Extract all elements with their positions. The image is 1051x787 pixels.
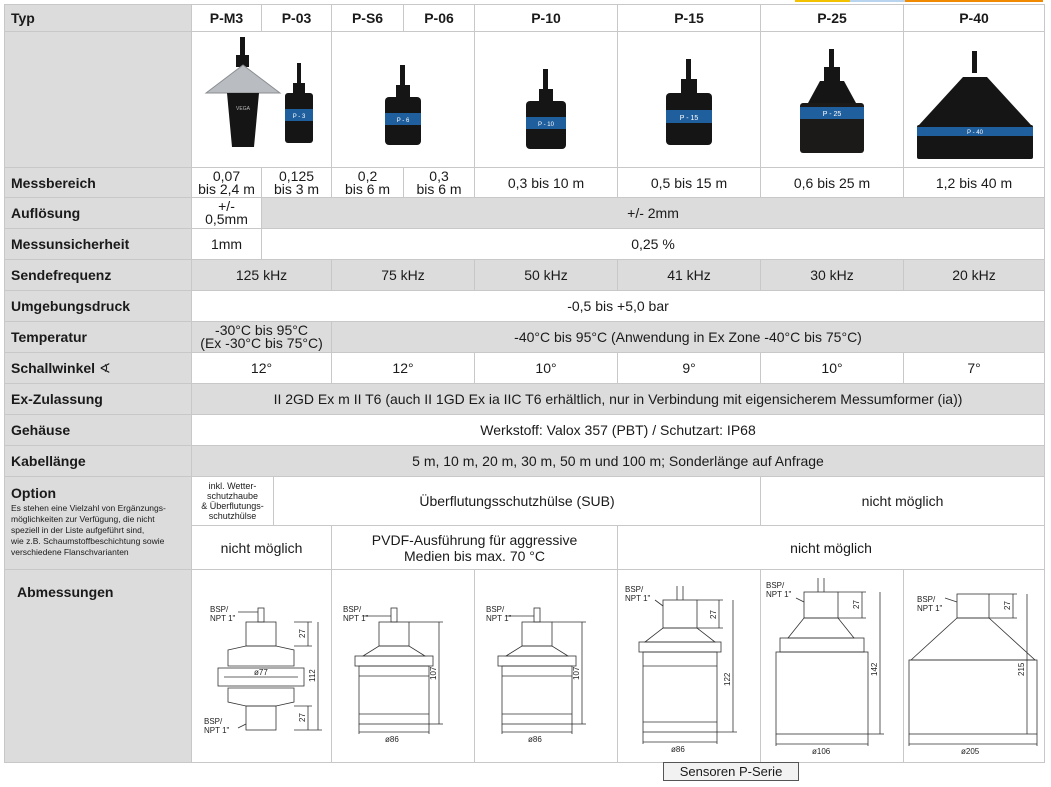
messbereich-p03	[262, 168, 332, 198]
sendefrequenz-p15: 41 kHz	[618, 260, 761, 291]
drawing5-dia: ø106	[812, 747, 831, 756]
drawing-pm3-p03	[192, 570, 332, 763]
badge-pm3: VEGA	[236, 105, 250, 112]
image-row	[5, 32, 1045, 168]
badge-p15: P - 15	[679, 114, 699, 122]
drawing2-dia: ø86	[385, 735, 399, 744]
angle-icon: ∢	[98, 359, 111, 376]
sensor-photo-p06	[343, 35, 463, 165]
row-messunsicherheit	[5, 229, 1045, 260]
header-p03: P-03	[262, 5, 332, 32]
dimension-drawing-2	[333, 576, 473, 756]
messbereich-ps6-b: bis 6 m	[344, 180, 391, 197]
drawing-p15	[618, 570, 761, 763]
option-note-line: Es stehen eine Vielzahl von Ergänzungs-	[11, 503, 166, 513]
drawing3-bsp-a: BSP/	[486, 605, 505, 614]
dimension-drawing-4	[619, 576, 759, 756]
option-note-line: wie z.B. Schaumstoffbeschichtung sowie	[11, 536, 165, 546]
messbereich-ps6-a: 0,2	[357, 167, 378, 184]
sensor-image-p10	[475, 32, 618, 168]
header-p40: P-40	[904, 5, 1045, 32]
option-note-line: speziell in der Liste aufgeführt sind,	[11, 525, 145, 535]
aufloesung-first-a: +/-	[218, 198, 235, 214]
messbereich-p40: 1,2 bis 40 m	[904, 168, 1045, 198]
row-aufloesung	[5, 198, 1045, 229]
sendefrequenz-p10: 50 kHz	[475, 260, 618, 291]
dimension-drawing-6	[905, 576, 1043, 756]
umgebungsdruck-value: -0,5 bis +5,0 bar	[192, 291, 1045, 322]
header-row	[5, 5, 1045, 32]
row-gehaeuse	[5, 415, 1045, 446]
option-not-possible-1: nicht möglich	[761, 477, 1045, 526]
label-schallwinkel-text: Schallwinkel	[11, 359, 96, 376]
sensor-image-p40	[904, 32, 1045, 168]
messbereich-pm3	[192, 168, 262, 198]
messbereich-ps6	[332, 168, 404, 198]
badge-p06: P - 6	[396, 117, 410, 124]
drawing5-bsp-a: BSP/	[766, 581, 785, 590]
drawing2-bsp-b: NPT 1"	[343, 614, 369, 623]
drawing1-bsp-a: BSP/	[210, 605, 229, 614]
caption-sensoren: Sensoren P-Serie	[663, 762, 799, 781]
header-p15: P-15	[618, 5, 761, 32]
drawing1-h-total: 112	[308, 669, 317, 682]
badge-p03: P - 3	[292, 113, 306, 120]
drawing6-h-top: 27	[1003, 601, 1013, 610]
row-umgebungsdruck	[5, 291, 1045, 322]
badge-p40: P - 40	[966, 129, 983, 136]
drawing3-bsp-b: NPT 1"	[486, 614, 512, 623]
row-ex-zulassung	[5, 384, 1045, 415]
drawing1-bsp-b-bottom: NPT 1"	[204, 726, 230, 735]
drawing5-h-top: 27	[852, 600, 862, 609]
messbereich-pm3-b: bis 2,4 m	[198, 180, 255, 197]
sensor-photo-p15	[629, 35, 749, 165]
sendefrequenz-pm3-p03: 125 kHz	[192, 260, 332, 291]
header-ps6: P-S6	[332, 5, 404, 32]
aufloesung-first-b: 0,5mm	[205, 211, 248, 227]
header-pm3: P-M3	[192, 5, 262, 32]
drawing4-bsp-a: BSP/	[625, 585, 644, 594]
messbereich-p10: 0,3 bis 10 m	[475, 168, 618, 198]
ex-zulassung-value: II 2GD Ex m II T6 (auch II 1GD Ex ia IIC T6 erhältlich, nur in Verbindung mit eigensicherem Messumformer (ia))	[192, 384, 1045, 415]
option-title: Option	[11, 485, 57, 501]
drawing4-bsp-b: NPT 1"	[625, 594, 651, 603]
row-kabellaenge	[5, 446, 1045, 477]
row-abmessungen	[5, 570, 1045, 763]
sensor-photo-p40	[907, 35, 1042, 165]
dimension-drawing-1	[194, 576, 329, 756]
option-not-possible-2: nicht möglich	[192, 526, 332, 570]
option-small-line: schutzhaube	[206, 491, 259, 501]
sendefrequenz-ps6-p06: 75 kHz	[332, 260, 475, 291]
image-row-label	[5, 32, 192, 168]
aufloesung-first	[192, 198, 262, 229]
drawing3-h-total: 107	[572, 666, 582, 680]
schallwinkel-p10: 10°	[475, 353, 618, 384]
messbereich-p03-a: 0,125	[278, 167, 315, 184]
drawing-ps6-p06	[332, 570, 475, 763]
badge-p25: P - 25	[822, 110, 842, 118]
option-note-line: möglichkeiten zur Verfügung, die nicht	[11, 514, 155, 524]
sensor-photo-p10	[486, 35, 606, 165]
header-typ: Typ	[5, 5, 192, 32]
temperatur-first-a: -30°C bis 95°C	[215, 322, 308, 338]
messunsicherheit-rest: 0,25 %	[262, 229, 1045, 260]
row-schallwinkel	[5, 353, 1045, 384]
sensor-photo-pm3-p03	[194, 35, 329, 165]
label-gehaeuse: Gehäuse	[5, 415, 192, 446]
row-messbereich	[5, 168, 1045, 198]
schallwinkel-p40: 7°	[904, 353, 1045, 384]
sensor-photo-p25	[772, 35, 892, 165]
sendefrequenz-p40: 20 kHz	[904, 260, 1045, 291]
option-pvdf	[332, 526, 618, 570]
drawing-p40	[904, 570, 1045, 763]
option-small-line: schutzhülse	[208, 511, 257, 521]
messbereich-p25: 0,6 bis 25 m	[761, 168, 904, 198]
label-messunsicherheit: Messunsicherheit	[5, 229, 192, 260]
temperatur-rest: -40°C bis 95°C (Anwendung in Ex Zone -40°C bis 75°C)	[332, 322, 1045, 353]
option-note	[11, 503, 191, 558]
sensor-image-pm3-p03	[192, 32, 332, 168]
label-abmessungen: Abmessungen	[5, 570, 192, 763]
schallwinkel-ps6-p06: 12°	[332, 353, 475, 384]
drawing1-h-bot: 27	[298, 713, 307, 722]
messbereich-p06	[404, 168, 475, 198]
drawing6-dia: ø205	[961, 747, 980, 756]
drawing1-bsp-b: NPT 1"	[210, 614, 236, 623]
sensor-image-ps6-p06	[332, 32, 475, 168]
drawing1-dia: ø77	[254, 668, 268, 677]
drawing2-bsp-a: BSP/	[343, 605, 362, 614]
accent-bar-yellow	[795, 0, 850, 2]
header-p25: P-25	[761, 5, 904, 32]
option-note-line: verschiedene Flanschvarianten	[11, 547, 129, 557]
label-umgebungsdruck: Umgebungsdruck	[5, 291, 192, 322]
accent-bar-orange	[905, 0, 1043, 2]
row-option-1	[5, 477, 1045, 526]
schallwinkel-pm3-p03: 12°	[192, 353, 332, 384]
schallwinkel-p15: 9°	[618, 353, 761, 384]
badge-p10: P - 10	[538, 121, 554, 128]
kabellaenge-value: 5 m, 10 m, 20 m, 30 m, 50 m und 100 m; Sonderlänge auf Anfrage	[192, 446, 1045, 477]
label-kabellaenge: Kabellänge	[5, 446, 192, 477]
drawing3-dia: ø86	[528, 735, 542, 744]
label-option	[5, 477, 192, 570]
label-temperatur: Temperatur	[5, 322, 192, 353]
aufloesung-rest: +/- 2mm	[262, 198, 1045, 229]
temperatur-first	[192, 322, 332, 353]
messbereich-p03-b: bis 3 m	[273, 180, 320, 197]
option-pvdf-b: Medien bis max. 70 °C	[404, 547, 546, 564]
option-small-line: & Überflutungs-	[201, 501, 264, 511]
drawing6-h-total: 215	[1017, 662, 1027, 676]
gehaeuse-value: Werkstoff: Valox 357 (PBT) / Schutzart: IP68	[192, 415, 1045, 446]
label-aufloesung: Auflösung	[5, 198, 192, 229]
option-sub: Überflutungsschutzhülse (SUB)	[274, 477, 761, 526]
temperatur-first-b: (Ex -30°C bis 75°C)	[200, 335, 323, 351]
drawing4-h-top: 27	[709, 610, 719, 619]
drawing5-bsp-b: NPT 1"	[766, 590, 792, 599]
messbereich-p15: 0,5 bis 15 m	[618, 168, 761, 198]
drawing4-h-total: 122	[723, 672, 733, 686]
row-sendefrequenz	[5, 260, 1045, 291]
header-p10: P-10	[475, 5, 618, 32]
option-small-line: inkl. Wetter-	[208, 481, 257, 491]
dimension-drawing-5	[762, 576, 902, 756]
messbereich-p06-a: 0,3	[429, 167, 449, 184]
drawing5-h-total: 142	[870, 662, 880, 676]
drawing-p10	[475, 570, 618, 763]
drawing6-bsp-a: BSP/	[917, 595, 936, 604]
messbereich-p06-b: bis 6 m	[416, 180, 462, 197]
drawing1-h-top: 27	[298, 629, 307, 638]
label-ex-zulassung: Ex-Zulassung	[5, 384, 192, 415]
drawing4-dia: ø86	[671, 745, 685, 754]
row-temperatur	[5, 322, 1045, 353]
sensor-spec-table	[4, 4, 1045, 763]
label-sendefrequenz: Sendefrequenz	[5, 260, 192, 291]
header-p06: P-06	[404, 5, 475, 32]
drawing2-h-total: 107	[429, 666, 439, 680]
option-not-possible-3: nicht möglich	[618, 526, 1045, 570]
label-schallwinkel	[5, 353, 192, 384]
messunsicherheit-first: 1mm	[192, 229, 262, 260]
option-pvdf-a: PVDF-Ausführung für aggressive	[371, 531, 578, 548]
sensor-image-p25	[761, 32, 904, 168]
dimension-drawing-3	[476, 576, 616, 756]
accent-bar-blue	[850, 0, 905, 2]
drawing6-bsp-b: NPT 1"	[917, 604, 943, 613]
drawing-p25	[761, 570, 904, 763]
label-messbereich: Messbereich	[5, 168, 192, 198]
schallwinkel-p25: 10°	[761, 353, 904, 384]
sensor-image-p15	[618, 32, 761, 168]
drawing1-bsp-a-bottom: BSP/	[204, 717, 223, 726]
messbereich-pm3-a: 0,07	[212, 167, 241, 184]
option-weather-hood	[192, 477, 274, 526]
sendefrequenz-p25: 30 kHz	[761, 260, 904, 291]
